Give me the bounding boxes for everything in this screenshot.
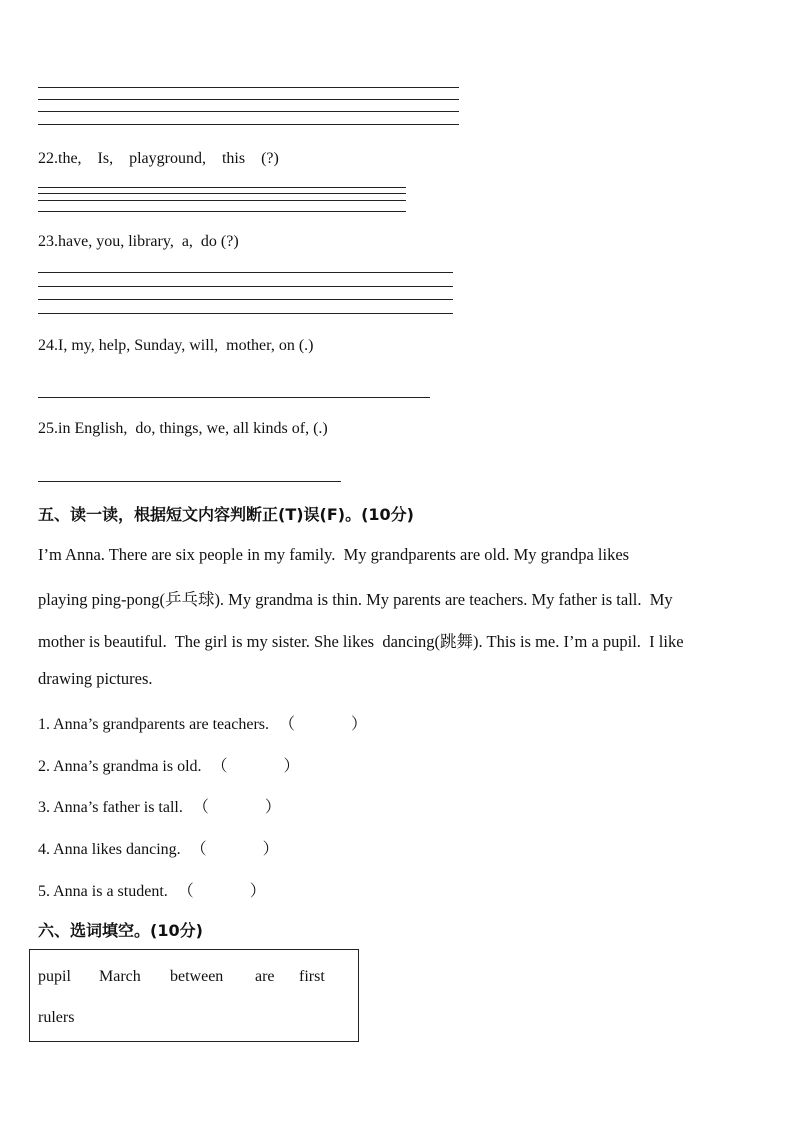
passage-line: drawing pictures. <box>38 669 153 688</box>
tf-item-text: 2. Anna’s grandma is old. <box>38 758 202 775</box>
question-24 <box>38 337 313 355</box>
answer-line[interactable] <box>38 99 459 100</box>
question-number: 25 <box>38 420 54 437</box>
answer-line[interactable] <box>38 481 341 482</box>
tf-item <box>38 878 266 901</box>
answer-line[interactable] <box>38 193 406 194</box>
word-bank-item: first <box>299 968 325 985</box>
answer-blank[interactable]: （ ） <box>279 716 368 733</box>
passage-line: mother is beautiful. The girl is my sister. She likes dancing(跳舞). This is me. I’m a pupil. I like <box>38 632 684 651</box>
section-5-heading: 五、读一读，根据短文内容判断正(T)误(F)。(10分) <box>38 505 414 524</box>
question-text: .the, Is, playground, this (?) <box>54 150 279 167</box>
question-25 <box>38 420 328 438</box>
question-text: .I, my, help, Sunday, will, mother, on (.) <box>54 337 314 354</box>
answer-line[interactable] <box>38 200 406 201</box>
answer-line[interactable] <box>38 299 453 300</box>
tf-item <box>38 711 367 734</box>
answer-line[interactable] <box>38 286 453 287</box>
answer-line[interactable] <box>38 313 453 314</box>
answer-line[interactable] <box>38 187 406 188</box>
passage-line: I’m Anna. There are six people in my family. My grandparents are old. My grandpa likes <box>38 545 630 564</box>
tf-item-text: 4. Anna likes dancing. <box>38 841 181 858</box>
answer-line[interactable] <box>38 272 453 273</box>
answer-line[interactable] <box>38 397 430 398</box>
word-bank-item: between <box>170 968 224 985</box>
word-bank-item: March <box>99 968 141 985</box>
question-text: .have, you, library, a, do (?) <box>54 233 239 250</box>
answer-line[interactable] <box>38 124 459 125</box>
answer-blank[interactable]: （ ） <box>192 799 281 816</box>
tf-item <box>38 836 279 859</box>
word-bank-item: pupil <box>38 968 71 985</box>
question-23 <box>38 233 239 251</box>
tf-item-text: 1. Anna’s grandparents are teachers. <box>38 716 270 733</box>
word-bank-box <box>29 949 359 1042</box>
tf-item <box>38 753 300 776</box>
question-text: .in English, do, things, we, all kinds of, (.) <box>54 420 328 437</box>
answer-line[interactable] <box>38 111 459 112</box>
tf-item-text: 3. Anna’s father is tall. <box>38 799 183 816</box>
answer-blank[interactable]: （ ） <box>177 883 266 900</box>
tf-item <box>38 794 281 817</box>
question-number: 23 <box>38 233 54 250</box>
section-6-heading: 六、选词填空。(10分) <box>38 921 203 940</box>
question-number: 22 <box>38 150 54 167</box>
answer-line[interactable] <box>38 87 459 88</box>
answer-line[interactable] <box>38 211 406 212</box>
answer-blank[interactable]: （ ） <box>211 758 300 775</box>
word-bank-item: are <box>255 968 275 985</box>
answer-blank[interactable]: （ ） <box>190 841 279 858</box>
question-number: 24 <box>38 337 54 354</box>
question-22 <box>38 150 279 168</box>
passage-line: playing ping-pong(乒乓球). My grandma is thin. My parents are teachers. My father is tall. My <box>38 590 673 609</box>
word-bank-item: rulers <box>38 1009 75 1026</box>
tf-item-text: 5. Anna is a student. <box>38 883 168 900</box>
